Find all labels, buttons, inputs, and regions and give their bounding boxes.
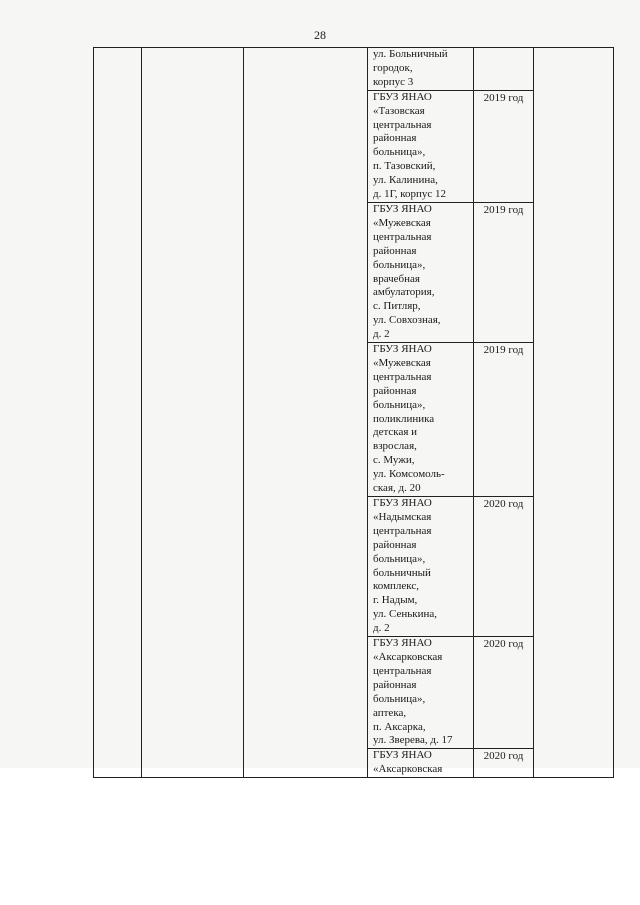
year-cell: 2020 год bbox=[474, 637, 534, 749]
empty-cell bbox=[142, 48, 244, 778]
table-row bbox=[94, 48, 614, 91]
page-number: 28 bbox=[314, 28, 326, 42]
year-cell: 2019 год bbox=[474, 202, 534, 342]
facility-cell: ГБУЗ ЯНАО «Аксарковская bbox=[368, 749, 474, 778]
facility-cell: ГБУЗ ЯНАО «Тазовская центральная районная больница», п. Тазовский, ул. Калинина, д. 1Г, корпус 12 bbox=[368, 90, 474, 202]
year-cell: 2019 год bbox=[474, 343, 534, 497]
empty-cell bbox=[534, 48, 614, 778]
year-cell: 2020 год bbox=[474, 497, 534, 637]
empty-cell bbox=[244, 48, 368, 778]
facility-cell: ГБУЗ ЯНАО «Надымская центральная районная больница», больничный комплекс, г. Надым, ул. Сенькина, д. 2 bbox=[368, 497, 474, 637]
facility-cell: ул. Больничный городок, корпус 3 bbox=[368, 48, 474, 91]
year-cell bbox=[474, 48, 534, 91]
facility-cell: ГБУЗ ЯНАО «Аксарковская центральная районная больница», аптека, п. Аксарка, ул. Зверева, д. 17 bbox=[368, 637, 474, 749]
facility-cell: ГБУЗ ЯНАО «Мужевская центральная районная больница», врачебная амбулатория, с. Питляр, ул. Совхозная, д. 2 bbox=[368, 202, 474, 342]
facility-cell: ГБУЗ ЯНАО «Мужевская центральная районная больница», поликлиника детская и взрослая, с. Мужи, ул. Комсомоль- ская, д. 20 bbox=[368, 343, 474, 497]
year-cell: 2019 год bbox=[474, 90, 534, 202]
year-cell: 2020 год bbox=[474, 749, 534, 778]
empty-cell bbox=[94, 48, 142, 778]
document-table bbox=[93, 47, 614, 778]
